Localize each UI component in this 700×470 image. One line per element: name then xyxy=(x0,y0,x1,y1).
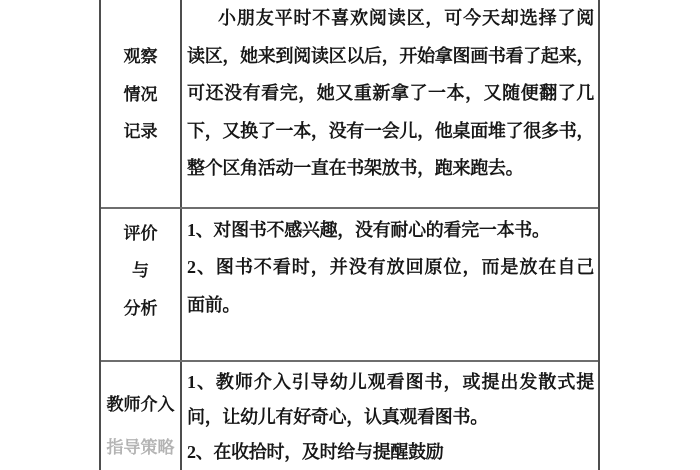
content-line: 整个区角活动一直在书架放书，跑来跑去。 xyxy=(187,158,524,178)
content-line: 读区，她来到阅读区以后，开始拿图画书看了起来， xyxy=(187,45,595,66)
label-line: 情况 xyxy=(123,84,158,104)
content-line: 小朋友平时不喜欢阅读区，可今天却选择了阅 xyxy=(218,8,594,28)
row-label-cell-observation-record xyxy=(101,0,182,207)
content-line: 2、在收拾时，及时给与提醒鼓励 xyxy=(187,442,444,462)
label-line: 分析 xyxy=(123,298,158,318)
table-row xyxy=(101,0,598,207)
label-line: 与 xyxy=(132,261,149,281)
content-line: 问，让幼儿有好奇心，认真观看图书。 xyxy=(187,407,488,427)
row-content-cell-evaluation-analysis xyxy=(182,209,598,360)
observation-table xyxy=(99,0,600,470)
label-line: 教师介入 xyxy=(106,395,175,414)
table-row xyxy=(101,360,598,470)
label-line: 指导策略 xyxy=(106,438,175,457)
label-line: 记录 xyxy=(123,122,158,141)
table-row xyxy=(101,207,598,360)
row-label-cell-evaluation-analysis xyxy=(101,209,182,360)
row-content-cell-teacher-intervention xyxy=(182,362,598,470)
content-line: 1、教师介入引导幼儿观看图书，或提出发散式提 xyxy=(187,372,594,392)
label-line: 观察 xyxy=(123,47,158,66)
content-line: 下，又换了一本，没有一会儿，他桌面堆了很多书， xyxy=(187,120,595,141)
content-line: 可还没有看完，她又重新拿了一本，又随便翻了几 xyxy=(187,83,594,103)
row-label-cell-teacher-intervention xyxy=(101,362,182,470)
row-content-cell-observation-record xyxy=(182,0,598,207)
content-line: 2、图书不看时，并没有放回原位，而是放在自己 xyxy=(187,257,594,278)
content-line: 面前。 xyxy=(187,294,241,315)
label-line: 评价 xyxy=(123,223,158,243)
content-line: 1、对图书不感兴趣，没有耐心的看完一本书。 xyxy=(187,219,550,240)
